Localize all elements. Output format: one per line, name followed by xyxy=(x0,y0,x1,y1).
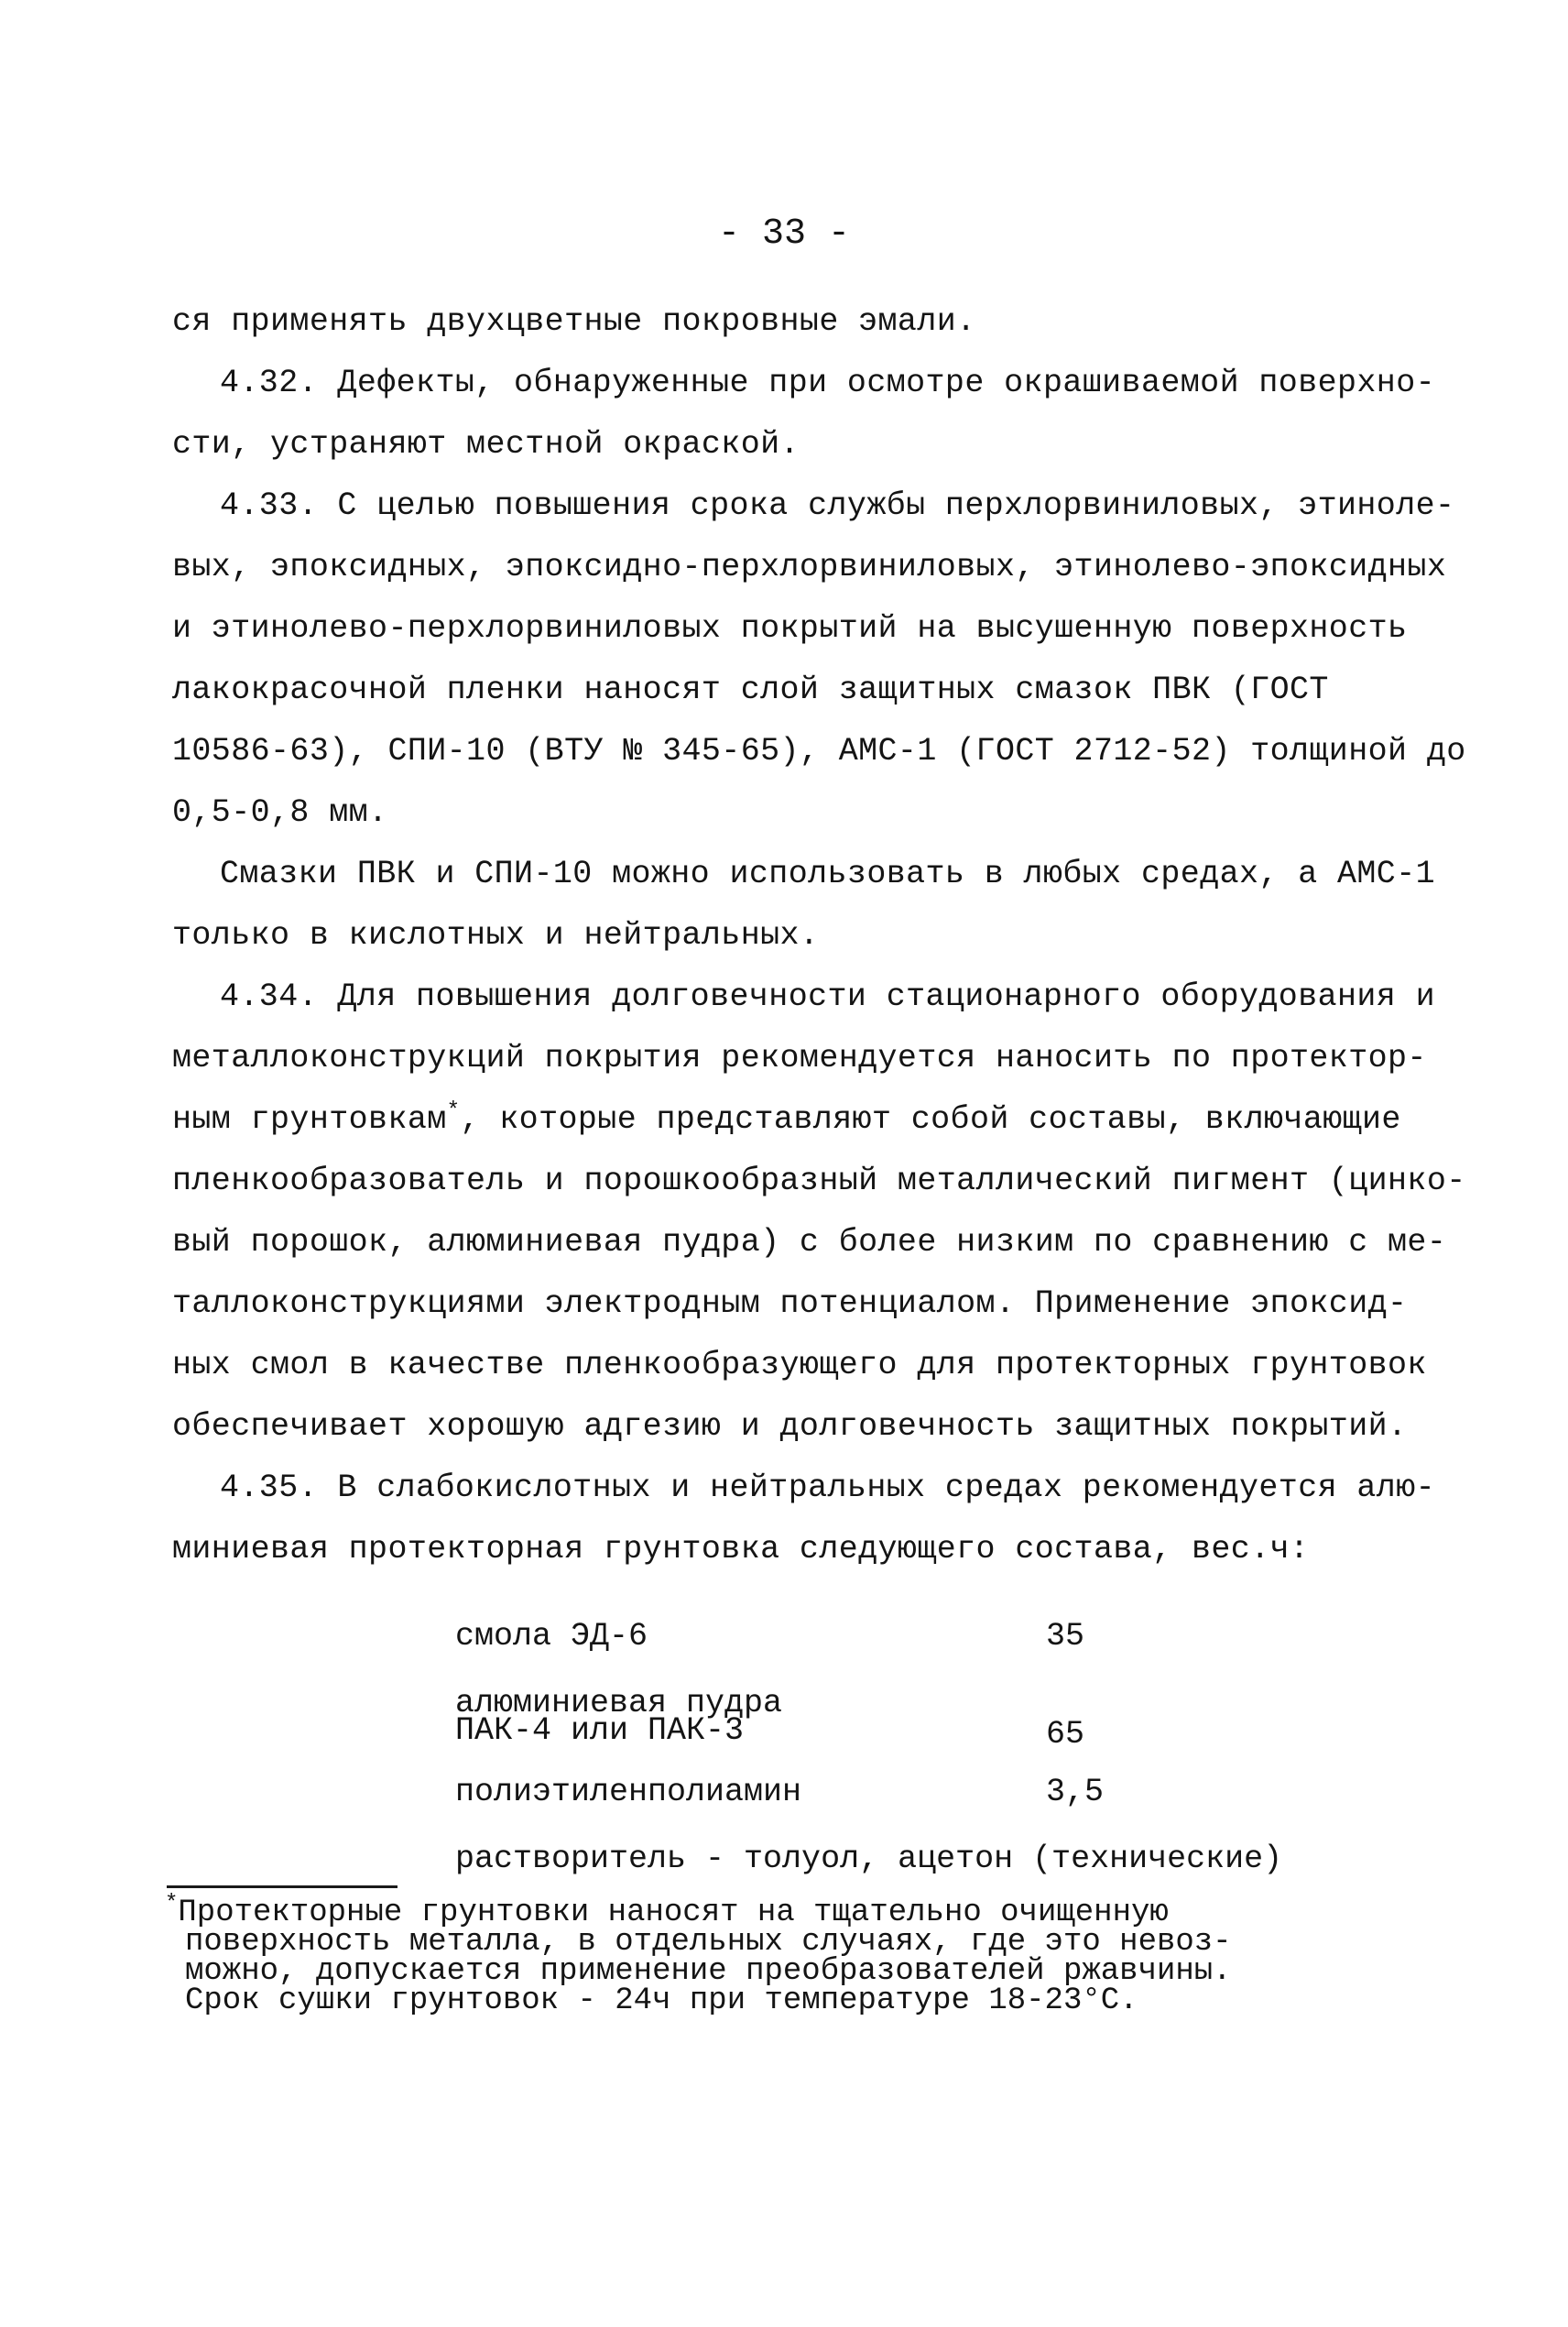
body-line: ся применять двухцветные покровные эмали. xyxy=(172,303,976,340)
composition-item-value: 3,5 xyxy=(1046,1774,1105,1810)
paragraph-4-34-line: 4.34. Для повышения долговечности стационарного оборудования и xyxy=(220,978,1436,1015)
footnote-line: Срок сушки грунтовок - 24ч при температуре 18-23°С. xyxy=(185,1983,1138,2018)
composition-item-value: 35 xyxy=(1046,1618,1085,1655)
body-line: пленкообразователь и порошкообразный металлический пигмент (цинко- xyxy=(172,1163,1466,1199)
body-line: вый порошок, алюминиевая пудра) с более низким по сравнению с ме- xyxy=(172,1224,1447,1261)
composition-item-name: смола ЭД-6 xyxy=(455,1618,648,1655)
footnote-line: поверхность металла, в отдельных случаях, где это невоз- xyxy=(185,1925,1232,1960)
body-line-with-footnote-ref xyxy=(172,1100,1401,1139)
page-number: - 33 - xyxy=(717,213,851,255)
paragraph-4-33-line: 4.33. С целью повышения срока службы перхлорвиниловых, этиноле- xyxy=(220,487,1455,524)
body-line: лакокрасочной пленки наносят слой защитных смазок ПВК (ГОСТ xyxy=(172,672,1329,708)
composition-item-name: растворитель - толуол, ацетон (технические) xyxy=(455,1841,1283,1877)
body-line: сти, устраняют местной окраской. xyxy=(172,426,800,463)
composition-item-name: полиэтиленполиамин xyxy=(455,1774,802,1810)
body-line: таллоконструкциями электродным потенциалом. Применение эпоксид- xyxy=(172,1285,1408,1322)
paragraph-4-35-line: 4.35. В слабокислотных и нейтральных средах рекомендуется алю- xyxy=(220,1469,1436,1506)
footnote-separator xyxy=(167,1885,397,1888)
composition-item-name: алюминиевая пудра xyxy=(455,1685,783,1721)
body-line: вых, эпоксидных, эпоксидно-перхлорвиниловых, этинолево-эпоксидных xyxy=(172,549,1447,585)
footnote-marker: * xyxy=(165,1891,179,1917)
body-line: миниевая протекторная грунтовка следующего состава, вес.ч: xyxy=(172,1531,1310,1568)
footnote-marker: * xyxy=(446,1098,461,1124)
body-line: ных смол в качестве пленкообразующего для протекторных грунтовок xyxy=(172,1347,1427,1383)
footnote-text: Протекторные грунтовки наносят на тщательно очищенную xyxy=(178,1895,1169,1930)
footnote-line xyxy=(165,1891,1169,1930)
line-text-tail: , которые представляют собой составы, включающие xyxy=(460,1101,1401,1138)
body-line: и этинолево-перхлорвиниловых покрытий на высушенную поверхность xyxy=(172,610,1408,647)
body-line: обеспечивает хорошую адгезию и долговечность защитных покрытий. xyxy=(172,1408,1408,1445)
composition-item-value: 65 xyxy=(1046,1716,1085,1753)
body-line: металлоконструкций покрытия рекомендуется наносить по протектор- xyxy=(172,1040,1427,1076)
body-line: 0,5-0,8 мм. xyxy=(172,794,388,831)
composition-item-name-line2: ПАК-4 или ПАК-3 xyxy=(455,1712,745,1749)
line-text: ным грунтовкам xyxy=(172,1101,447,1138)
body-line: только в кислотных и нейтральных. xyxy=(172,917,820,954)
body-line: Смазки ПВК и СПИ-10 можно использовать в любых средах, а АМС-1 xyxy=(220,856,1436,892)
footnote-line: можно, допускается применение преобразователей ржавчины. xyxy=(185,1954,1232,1989)
paragraph-4-32-line: 4.32. Дефекты, обнаруженные при осмотре окрашиваемой поверхно- xyxy=(220,365,1436,401)
body-line: 10586-63), СПИ-10 (ВТУ № 345-65), АМС-1 (ГОСТ 2712-52) толщиной до xyxy=(172,733,1466,770)
